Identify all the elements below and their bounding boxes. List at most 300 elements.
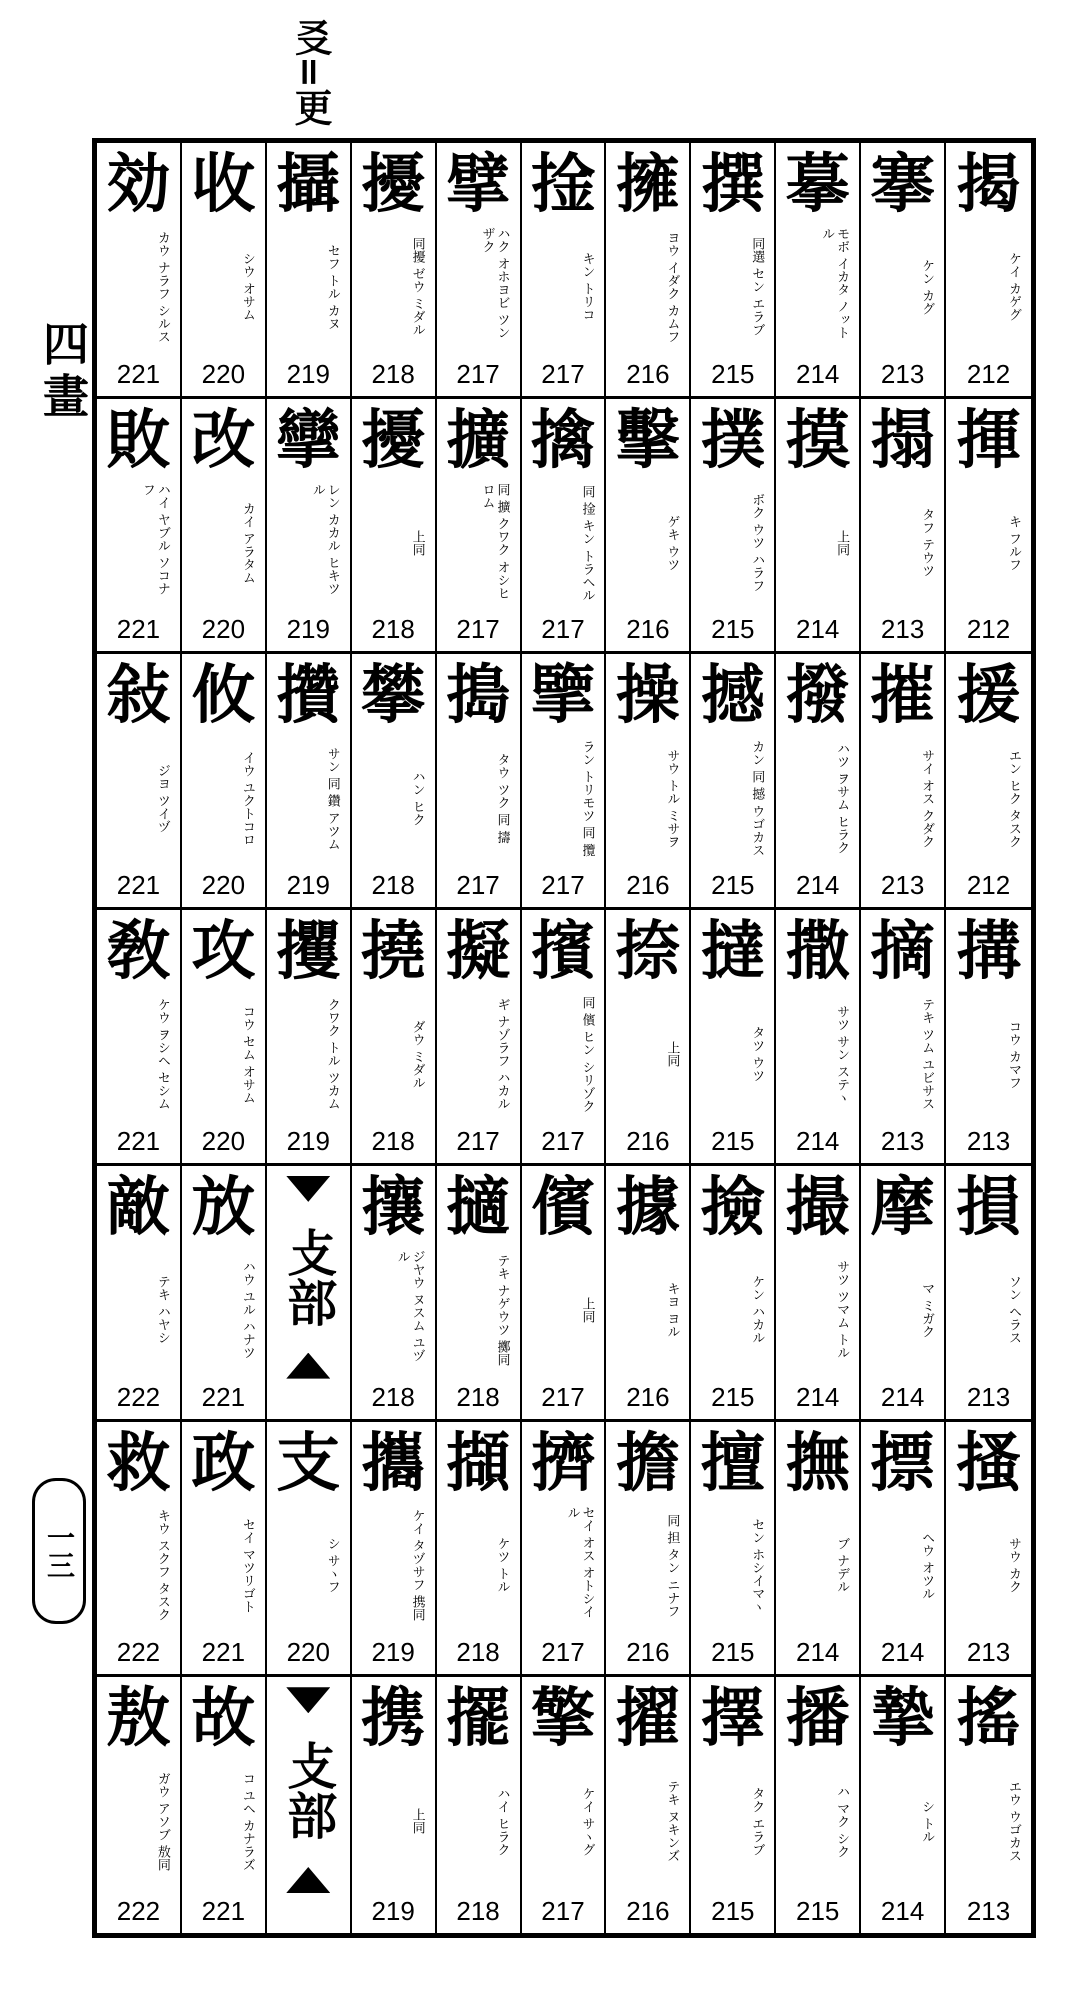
kanji-entry — [182, 1422, 267, 1678]
entry-number: 220 — [286, 1637, 330, 1668]
stroke-count-label-top: 四 — [36, 320, 90, 376]
kanji-character: 攣 — [276, 402, 341, 478]
kanji-reading: カウ ナラフ シルス — [154, 230, 170, 344]
kanji-reading: テキ ハヤシ — [154, 1275, 170, 1345]
kanji-character: 攸 — [191, 658, 256, 734]
kanji-character: 搆 — [956, 914, 1021, 990]
section-title: 攴部 — [279, 1227, 339, 1328]
kanji-entry — [606, 654, 691, 910]
kanji-reading: キン トリコ — [579, 252, 595, 322]
entry-number: 215 — [711, 614, 755, 645]
kanji-character: 攘 — [361, 1169, 426, 1245]
kanji-character: 政 — [191, 1425, 256, 1501]
kanji-character: 摧 — [870, 658, 935, 734]
entry-number: 215 — [796, 1895, 840, 1926]
kanji-reading: ヨウ イダク カムフ — [664, 230, 680, 344]
kanji-reading: キ フルフ — [1005, 514, 1021, 571]
entry-number: 217 — [541, 1381, 585, 1412]
kanji-character: 擯 — [530, 914, 595, 990]
entry-number: 218 — [371, 358, 415, 389]
kanji-reading: 上同 — [664, 1041, 680, 1068]
entry-number: 213 — [966, 1895, 1011, 1926]
kanji-character: 攢 — [276, 658, 341, 734]
kanji-character: 攀 — [361, 658, 426, 734]
kanji-entry — [97, 143, 182, 399]
kanji-entry — [352, 143, 437, 399]
kanji-reading: シ サヽフ — [324, 1537, 340, 1594]
entry-number: 221 — [201, 1895, 246, 1926]
section-title: 攴部 — [279, 1740, 339, 1841]
kanji-entry — [861, 1422, 946, 1678]
bracket-top-icon — [286, 1176, 330, 1202]
entry-number: 212 — [966, 358, 1011, 389]
kanji-character: 揮 — [956, 402, 1021, 478]
kanji-reading: ガウ アソブ 敖同 — [154, 1771, 170, 1871]
entry-number: 220 — [201, 614, 246, 645]
kanji-entry — [267, 654, 352, 910]
kanji-reading: ハウ ユル ハナツ — [239, 1260, 255, 1360]
entry-number: 216 — [626, 358, 670, 389]
entry-number: 212 — [966, 870, 1011, 901]
kanji-entry — [861, 399, 946, 655]
kanji-reading: ハツ ヲサム ヒラク — [834, 742, 850, 855]
kanji-entry — [352, 1422, 437, 1678]
kanji-entry — [182, 143, 267, 399]
entry-number: 217 — [456, 1125, 500, 1156]
entry-number: 213 — [880, 870, 925, 901]
entry-number: 213 — [880, 614, 925, 645]
kanji-reading: 上同 — [834, 529, 850, 556]
kanji-reading: 上同 — [579, 1296, 595, 1323]
kanji-entry — [522, 143, 607, 399]
entry-number: 215 — [711, 1895, 755, 1926]
kanji-entry — [606, 1166, 691, 1422]
kanji-reading: 同 担 タン ニナフ — [664, 1513, 680, 1618]
kanji-entry — [437, 910, 522, 1166]
kanji-character: 撥 — [785, 658, 850, 734]
kanji-reading: キウ スクフ タスク — [154, 1509, 170, 1622]
radical-section-marker — [267, 1687, 350, 1893]
kanji-character: 敵 — [106, 1169, 171, 1245]
kanji-reading: サン 同 鑽 アツム — [324, 746, 340, 851]
kanji-reading: コウ セム オサム — [239, 1004, 255, 1104]
top-variant-note: 㕛=更 — [288, 18, 333, 126]
entry-number: 214 — [796, 614, 840, 645]
kanji-reading: タフ テウツ — [919, 508, 935, 578]
kanji-reading: エン ヒク タスク — [1005, 748, 1021, 849]
kanji-reading: サツ サン ステヽ — [834, 1004, 850, 1104]
entry-number: 215 — [711, 358, 755, 389]
kanji-reading: ダウ ミダル — [409, 1019, 425, 1089]
kanji-character: 救 — [106, 1425, 171, 1501]
kanji-entry — [861, 1166, 946, 1422]
kanji-character: 攜 — [361, 1425, 426, 1501]
entry-number: 214 — [796, 1381, 840, 1412]
kanji-character: 擒 — [530, 402, 595, 478]
kanji-entry — [691, 910, 776, 1166]
radical-section-marker — [267, 1176, 350, 1379]
kanji-reading: ハイ ヒラク — [494, 1786, 510, 1856]
kanji-entry — [97, 1677, 182, 1933]
kanji-character: 摹 — [785, 147, 850, 222]
kanji-reading: ハ マク シク — [834, 1784, 850, 1858]
kanji-reading: ケン ハカル — [749, 1275, 765, 1345]
kanji-character: 擊 — [615, 402, 680, 478]
entry-number: 218 — [456, 1895, 500, 1926]
bracket-bottom-icon — [286, 1867, 330, 1893]
kanji-reading: ソン ヘラス — [1005, 1275, 1021, 1345]
kanji-entry — [776, 1166, 861, 1422]
kanji-reading: ハク オホヨビ ツンザク — [479, 227, 510, 340]
kanji-entry — [861, 143, 946, 399]
kanji-character: 携 — [361, 1681, 426, 1757]
kanji-entry — [946, 1166, 1031, 1422]
kanji-character: 撻 — [700, 914, 765, 990]
entry-number: 217 — [541, 1125, 585, 1156]
kanji-reading: セイ オス オトシイル — [564, 1505, 595, 1618]
kanji-entry — [437, 399, 522, 655]
kanji-character: 摩 — [870, 1169, 935, 1245]
kanji-character: 摽 — [870, 1425, 935, 1501]
entry-number: 221 — [116, 358, 161, 389]
entry-number: 214 — [796, 870, 840, 901]
kanji-index-table — [92, 138, 1036, 1938]
kanji-reading: タク エラブ — [749, 1786, 765, 1856]
kanji-reading: キヨ ヨル — [664, 1281, 680, 1338]
kanji-reading: コ ユヘ カナラズ — [239, 1771, 255, 1871]
kanji-character: 敖 — [106, 1681, 171, 1757]
kanji-character: 撓 — [361, 914, 426, 990]
kanji-reading: 上同 — [409, 1808, 425, 1835]
kanji-entry — [182, 399, 267, 655]
kanji-character: 摯 — [870, 1681, 935, 1757]
kanji-entry — [267, 910, 352, 1166]
kanji-entry — [522, 1677, 607, 1933]
kanji-entry — [437, 1422, 522, 1678]
kanji-character: 儐 — [530, 1169, 595, 1245]
kanji-character: 捦 — [530, 147, 595, 222]
kanji-entry — [522, 1166, 607, 1422]
entry-number: 218 — [371, 1381, 415, 1412]
kanji-character: 擠 — [530, 1425, 595, 1501]
kanji-entry — [182, 910, 267, 1166]
entry-number: 214 — [796, 1637, 840, 1668]
kanji-entry — [522, 910, 607, 1166]
kanji-reading: シ トル — [919, 1799, 935, 1843]
kanji-entry — [97, 1422, 182, 1678]
entry-number: 216 — [626, 870, 670, 901]
kanji-reading: 上同 — [409, 529, 425, 556]
entry-number: 219 — [371, 1637, 415, 1668]
entry-number: 216 — [626, 1637, 670, 1668]
kanji-character: 放 — [191, 1169, 256, 1245]
kanji-reading: ケイ サヽグ — [579, 1786, 595, 1856]
kanji-entry — [97, 654, 182, 910]
entry-number: 218 — [456, 1381, 500, 1412]
entry-number: 213 — [880, 1125, 925, 1156]
entry-number: 214 — [796, 1125, 840, 1156]
kanji-entry — [861, 654, 946, 910]
entry-number: 217 — [541, 1895, 585, 1926]
kanji-entry — [606, 910, 691, 1166]
entry-number: 222 — [116, 1637, 161, 1668]
kanji-reading: セイ マツリゴト — [239, 1517, 255, 1614]
kanji-reading: シウ オサム — [239, 252, 255, 322]
entry-number: 219 — [286, 614, 330, 645]
entry-number: 217 — [456, 870, 500, 901]
kanji-reading: イウ ユクトコロ — [239, 750, 255, 846]
kanji-character: 擺 — [446, 1681, 511, 1757]
kanji-reading: サウ トル ミサヲ — [664, 748, 680, 849]
kanji-character: 敗 — [106, 402, 171, 478]
kanji-reading: テキ ナゲウツ 擲同 — [494, 1253, 510, 1366]
entry-number: 218 — [371, 870, 415, 901]
kanji-character: 撮 — [785, 1169, 850, 1245]
kanji-reading: 同擾 ゼウ ミダル — [409, 237, 425, 337]
kanji-character: 攻 — [191, 914, 256, 990]
kanji-reading: ゲキ ウツ — [664, 514, 680, 571]
kanji-entry — [267, 1677, 352, 1933]
kanji-character: 効 — [106, 147, 171, 222]
entry-number: 219 — [286, 358, 330, 389]
kanji-entry — [267, 1422, 352, 1678]
kanji-reading: カン 同 撼 ウゴカス — [749, 740, 765, 857]
entry-number: 213 — [966, 1125, 1011, 1156]
kanji-entry — [776, 654, 861, 910]
kanji-reading: ボク ウツ ハラフ — [749, 493, 765, 593]
kanji-character: 擾 — [361, 402, 426, 478]
kanji-entry — [522, 399, 607, 655]
entry-number: 217 — [456, 358, 500, 389]
entry-number: 217 — [456, 614, 500, 645]
kanji-entry — [776, 1422, 861, 1678]
kanji-entry — [352, 654, 437, 910]
kanji-entry — [267, 399, 352, 655]
bracket-top-icon — [286, 1687, 330, 1713]
kanji-entry — [182, 1166, 267, 1422]
kanji-character: 搨 — [870, 402, 935, 478]
kanji-character: 捺 — [615, 914, 680, 990]
kanji-character: 攝 — [276, 147, 341, 222]
kanji-entry — [691, 1422, 776, 1678]
kanji-character: 搗 — [446, 658, 511, 734]
kanji-reading: ギ ナゾラフ ハカル — [494, 998, 510, 1111]
kanji-character: 擘 — [446, 147, 511, 222]
kanji-reading: サツ ツマム トル — [834, 1260, 850, 1360]
kanji-character: 擢 — [615, 1681, 680, 1757]
kanji-entry — [946, 399, 1031, 655]
kanji-character: 擔 — [615, 1425, 680, 1501]
kanji-character: 操 — [615, 658, 680, 734]
kanji-character: 撲 — [700, 402, 765, 478]
entry-number: 217 — [541, 614, 585, 645]
kanji-reading: ハイ ヤブル ソコナフ — [139, 482, 170, 595]
kanji-entry — [437, 1677, 522, 1933]
kanji-entry — [691, 1677, 776, 1933]
entry-number: 218 — [456, 1637, 500, 1668]
entry-number: 222 — [116, 1895, 161, 1926]
entry-number: 219 — [371, 1895, 415, 1926]
kanji-entry — [606, 1422, 691, 1678]
kanji-entry — [691, 1166, 776, 1422]
kanji-character: 撫 — [785, 1425, 850, 1501]
kanji-reading: レン カカル ヒキツル — [309, 482, 340, 595]
kanji-character: 播 — [785, 1681, 850, 1757]
kanji-entry — [776, 143, 861, 399]
kanji-character: 援 — [956, 658, 1021, 734]
kanji-character: 敎 — [106, 914, 171, 990]
page-number: 一三 — [32, 1478, 86, 1624]
entry-number: 221 — [116, 614, 161, 645]
kanji-reading: セフ トル カヌ — [324, 243, 340, 331]
kanji-entry — [776, 910, 861, 1166]
kanji-entry — [97, 399, 182, 655]
kanji-reading: ケン カグ — [919, 258, 935, 316]
entry-number: 216 — [626, 1125, 670, 1156]
kanji-reading: カイ アラタム — [239, 501, 255, 584]
kanji-entry — [946, 1677, 1031, 1933]
kanji-entry — [946, 1422, 1031, 1678]
kanji-entry — [776, 399, 861, 655]
kanji-character: 敍 — [106, 658, 171, 734]
entry-number: 215 — [711, 1125, 755, 1156]
kanji-character: 擾 — [361, 147, 426, 222]
kanji-character: 摘 — [870, 914, 935, 990]
kanji-character: 撿 — [700, 1169, 765, 1245]
entry-number: 221 — [201, 1637, 246, 1668]
kanji-character: 擁 — [615, 147, 680, 222]
entry-number: 214 — [880, 1895, 925, 1926]
kanji-character: 擇 — [700, 1681, 765, 1757]
entry-number: 219 — [286, 870, 330, 901]
kanji-entry — [97, 1166, 182, 1422]
kanji-character: 損 — [956, 1169, 1021, 1245]
kanji-character: 支 — [276, 1425, 341, 1501]
kanji-entry — [182, 654, 267, 910]
entry-number: 216 — [626, 614, 670, 645]
kanji-entry — [352, 1166, 437, 1422]
kanji-character: 擴 — [446, 402, 511, 478]
kanji-reading: ケイ カゲグ — [1005, 252, 1021, 322]
kanji-entry — [352, 1677, 437, 1933]
entry-number: 215 — [711, 1381, 755, 1412]
kanji-character: 攫 — [276, 914, 341, 990]
kanji-character: 擎 — [530, 1681, 595, 1757]
kanji-entry — [691, 399, 776, 655]
kanji-character: 收 — [191, 147, 256, 222]
kanji-entry — [267, 1166, 352, 1422]
kanji-character: 擿 — [446, 1169, 511, 1245]
kanji-reading: コウ カマフ — [1005, 1019, 1021, 1089]
kanji-reading: タウ ツク 同 擣 — [494, 753, 510, 844]
entry-number: 212 — [966, 614, 1011, 645]
kanji-reading: 同 擴 クワク オシヒロム — [479, 482, 510, 600]
kanji-entry — [946, 143, 1031, 399]
kanji-entry — [861, 910, 946, 1166]
kanji-reading: ヘウ オツル — [919, 1530, 935, 1601]
kanji-reading: クワク トル ツカム — [324, 998, 340, 1111]
kanji-character: 據 — [615, 1169, 680, 1245]
kanji-reading: サイ オス クダク — [919, 748, 935, 849]
kanji-entry — [606, 143, 691, 399]
kanji-character: 擷 — [446, 1425, 511, 1501]
kanji-reading: テキ ツム ユビサス — [919, 998, 935, 1111]
kanji-character: 撰 — [700, 147, 765, 222]
kanji-entry — [437, 1166, 522, 1422]
kanji-reading: ケウ ヲシヘ セシム — [154, 998, 170, 1111]
kanji-character: 搴 — [870, 147, 935, 222]
entry-number: 214 — [880, 1381, 925, 1412]
kanji-entry — [437, 654, 522, 910]
kanji-entry — [352, 910, 437, 1166]
entry-number: 216 — [626, 1381, 670, 1412]
entry-number: 213 — [966, 1637, 1011, 1668]
kanji-reading: ケツ トル — [494, 1537, 510, 1594]
kanji-character: 揭 — [956, 147, 1021, 222]
kanji-reading: セン ホシイマヽ — [749, 1517, 765, 1614]
kanji-reading: 同 捦 キン トラヘル — [579, 484, 595, 601]
kanji-entry — [437, 143, 522, 399]
kanji-reading: モボ イカタ ノットル — [819, 227, 850, 340]
kanji-reading: マ ミガク — [919, 1281, 935, 1338]
kanji-reading: ハン ヒク — [409, 770, 425, 827]
kanji-entry — [267, 143, 352, 399]
kanji-entry — [97, 910, 182, 1166]
entry-number: 217 — [541, 358, 585, 389]
entry-number: 213 — [966, 1381, 1011, 1412]
kanji-entry — [352, 399, 437, 655]
entry-number: 220 — [201, 870, 246, 901]
entry-number: 217 — [541, 870, 585, 901]
kanji-entry — [946, 910, 1031, 1166]
entry-number: 213 — [880, 358, 925, 389]
entry-number: 217 — [541, 1637, 585, 1668]
kanji-entry — [606, 399, 691, 655]
kanji-reading: 同 儐 ヒン シリゾク — [579, 995, 595, 1113]
kanji-entry — [522, 1422, 607, 1678]
kanji-entry — [182, 1677, 267, 1933]
kanji-reading: ケイ タヅサフ 携同 — [409, 1509, 425, 1622]
kanji-character: 搖 — [956, 1681, 1021, 1757]
entry-number: 215 — [711, 870, 755, 901]
kanji-character: 擥 — [530, 658, 595, 734]
kanji-character: 改 — [191, 402, 256, 478]
kanji-reading: ジヤウ ヌスム ユヅル — [394, 1249, 425, 1363]
entry-number: 222 — [116, 1381, 161, 1412]
kanji-character: 撒 — [785, 914, 850, 990]
kanji-reading: タツ ウツ — [749, 1026, 765, 1083]
stroke-count-label-bottom: 畫 — [36, 372, 90, 428]
entry-number: 218 — [371, 1125, 415, 1156]
kanji-reading: テキ ヌキンズ — [664, 1780, 680, 1863]
entry-number: 220 — [201, 358, 246, 389]
entry-number: 221 — [201, 1381, 246, 1412]
kanji-reading: 同選 セン エラブ — [749, 237, 765, 337]
kanji-entry — [946, 654, 1031, 910]
entry-number: 214 — [880, 1637, 925, 1668]
kanji-character: 搔 — [956, 1425, 1021, 1501]
entry-number: 221 — [116, 1125, 161, 1156]
entry-number: 215 — [711, 1637, 755, 1668]
entry-number: 219 — [286, 1125, 330, 1156]
bracket-bottom-icon — [286, 1353, 330, 1379]
kanji-entry — [606, 1677, 691, 1933]
kanji-entry — [691, 654, 776, 910]
entry-number: 218 — [371, 614, 415, 645]
entry-number: 220 — [201, 1125, 246, 1156]
kanji-entry — [861, 1677, 946, 1933]
kanji-entry — [776, 1677, 861, 1933]
